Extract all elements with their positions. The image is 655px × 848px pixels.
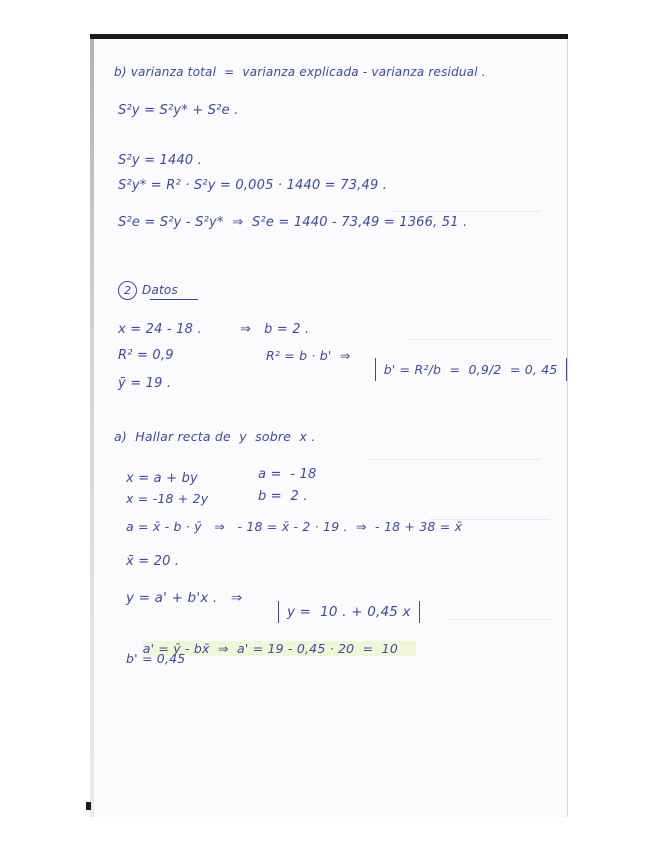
line-explained-variance: S²y* = R² · S²y = 0,005 · 1440 = 73,49 . [118,178,388,193]
notebook-page [90,34,568,817]
data-b-prime [358,343,567,396]
section-number: 2 [118,281,137,300]
a-prime-highlighted: a' = ȳ - bx̄ ⇒ a' = 19 - 0,45 · 20 = 10 [143,641,416,656]
bleed-through-line [390,211,540,212]
eq-x-mean: x̄ = 20 . [126,554,180,569]
eq-b-prime: b' = 0,45 [126,651,186,666]
eq-x-a-by: x = a + by [126,471,198,486]
eq-x-mean-derivation: a = x̄ - b · ȳ ⇒ - 18 = x̄ - 2 · 19 . ⇒ - 18 + 38 = x̄ [126,519,463,534]
line-total-variance: S²y = 1440 . [118,153,203,168]
regression-boxed-result: y = 10 . + 0,45 x [278,601,420,623]
eq-x-18-2y: x = -18 + 2y [126,491,209,506]
b-prime-boxed-result: b' = R²/b = 0,9/2 = 0, 45 [375,358,567,381]
eq-b-value: b = 2 . [258,489,308,504]
section-title-underline [150,299,198,300]
line-variance-heading: b) varianza total = varianza explicada - varianza residual . [114,65,486,79]
section-title: Datos [142,283,178,297]
data-x: x = 24 - 18 . [118,322,202,337]
eq-a-value: a = - 18 [258,467,317,482]
data-b: ⇒ b = 2 . [240,322,310,337]
scan-edge-mark [86,802,91,810]
data-r2-relation: R² = b · b' ⇒ [266,348,351,363]
data-r2: R² = 0,9 [118,348,174,363]
bleed-through-line [410,339,550,340]
line-residual-variance: S²e = S²y - S²y* ⇒ S²e = 1440 - 73,49 = 1366, 51 . [118,215,468,230]
eq-regression-form: y = a' + b'x . ⇒ [126,590,243,606]
data-y-mean: ȳ = 19 . [118,376,172,391]
line-variance-equation: S²y = S²y* + S²e . [118,103,239,118]
bleed-through-line [370,459,540,460]
bleed-through-line [450,619,550,620]
part-a-heading: a) Hallar recta de y sobre x . [114,429,316,444]
